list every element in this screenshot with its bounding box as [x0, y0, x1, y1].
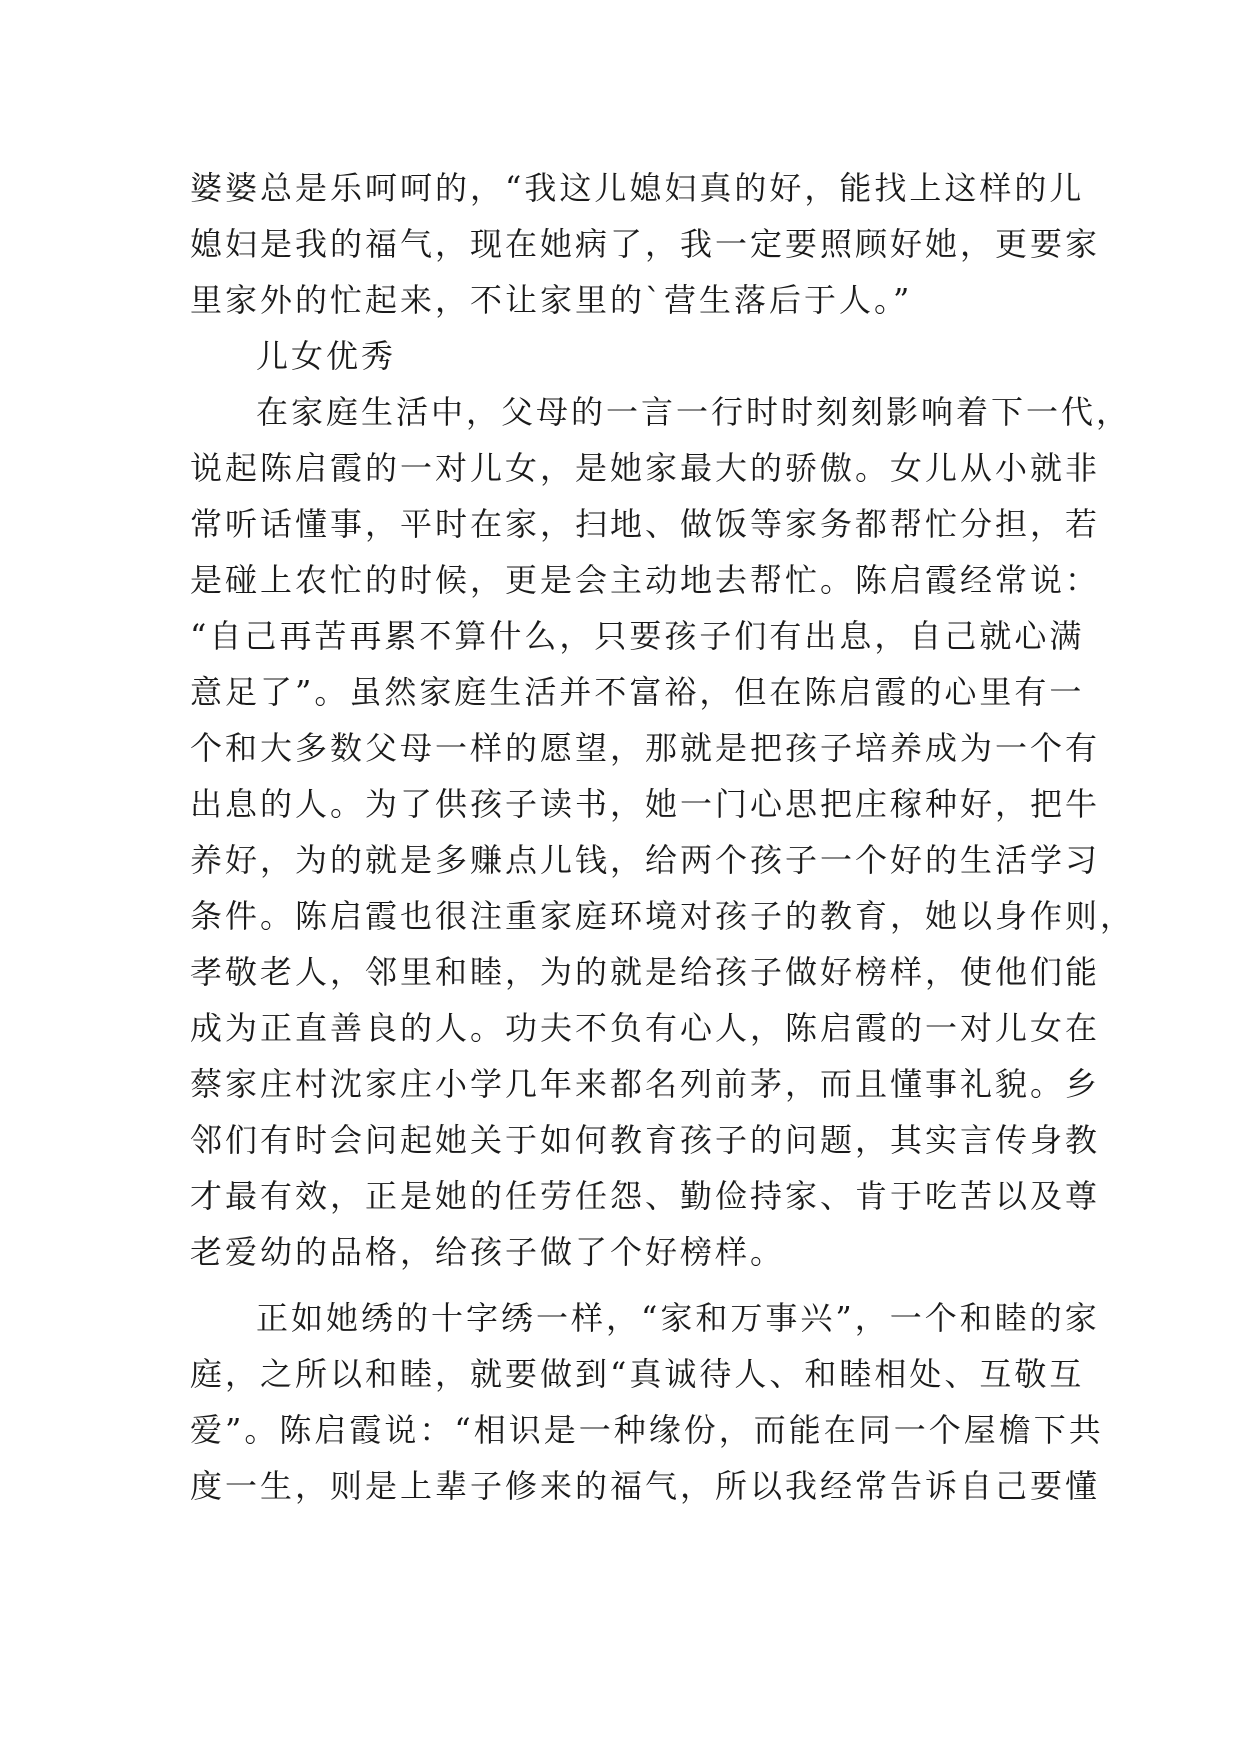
text-line: 媳妇是我的福气，现在她病了，我一定要照顾好她，更要家	[190, 225, 1101, 263]
text-line: 才最有效，正是她的任劳任怨、勤俭持家、肯于吃苦以及尊	[190, 1177, 1101, 1215]
text-line: 养好，为的就是多赚点儿钱，给两个孩子一个好的生活学习	[190, 841, 1101, 879]
text-line: 孝敬老人，邻里和睦，为的就是给孩子做好榜样，使他们能	[190, 953, 1101, 991]
text-line: 婆婆总是乐呵呵的，“我这儿媳妇真的好，能找上这样的儿	[190, 169, 1085, 207]
text-line: “自己再苦再累不算什么，只要孩子们有出息，自己就心满	[190, 617, 1085, 655]
text-line: 条件。陈启霞也很注重家庭环境对孩子的教育，她以身作则，	[190, 897, 1136, 935]
text-line: 成为正直善良的人。功夫不负有心人，陈启霞的一对儿女在	[190, 1009, 1101, 1047]
text-line: 意足了”。虽然家庭生活并不富裕，但在陈启霞的心里有一	[190, 673, 1085, 711]
section-heading: 儿女优秀	[256, 337, 397, 375]
text-line: 庭，之所以和睦，就要做到“真诚待人、和睦相处、互敬互	[190, 1355, 1085, 1393]
text-line: 老爱幼的品格，给孩子做了个好榜样。	[190, 1233, 786, 1271]
body-text	[190, 160, 1136, 1514]
text-line: 度一生，则是上辈子修来的福气，所以我经常告诉自己要懂	[190, 1467, 1101, 1505]
paragraph-start-line: 正如她绣的十字绣一样，“家和万事兴”，一个和睦的家	[256, 1299, 1100, 1337]
text-line: 个和大多数父母一样的愿望，那就是把孩子培养成为一个有	[190, 729, 1101, 767]
text-line: 邻们有时会问起她关于如何教育孩子的问题，其实言传身教	[190, 1121, 1101, 1159]
text-line: 是碰上农忙的时候，更是会主动地去帮忙。陈启霞经常说：	[190, 561, 1101, 599]
text-line: 爱”。陈启霞说：“相识是一种缘份，而能在同一个屋檐下共	[190, 1411, 1104, 1449]
paragraph-start-line: 在家庭生活中，父母的一言一行时时刻刻影响着下一代，	[256, 393, 1132, 431]
text-line: 出息的人。为了供孩子读书，她一门心思把庄稼种好，把牛	[190, 785, 1101, 823]
text-line: 蔡家庄村沈家庄小学几年来都名列前茅，而且懂事礼貌。乡	[190, 1065, 1101, 1103]
text-line: 常听话懂事，平时在家，扫地、做饭等家务都帮忙分担，若	[190, 505, 1101, 543]
text-line: 说起陈启霞的一对儿女，是她家最大的骄傲。女儿从小就非	[190, 449, 1101, 487]
text-line: 里家外的忙起来，不让家里的`营生落后于人。”	[190, 281, 913, 319]
